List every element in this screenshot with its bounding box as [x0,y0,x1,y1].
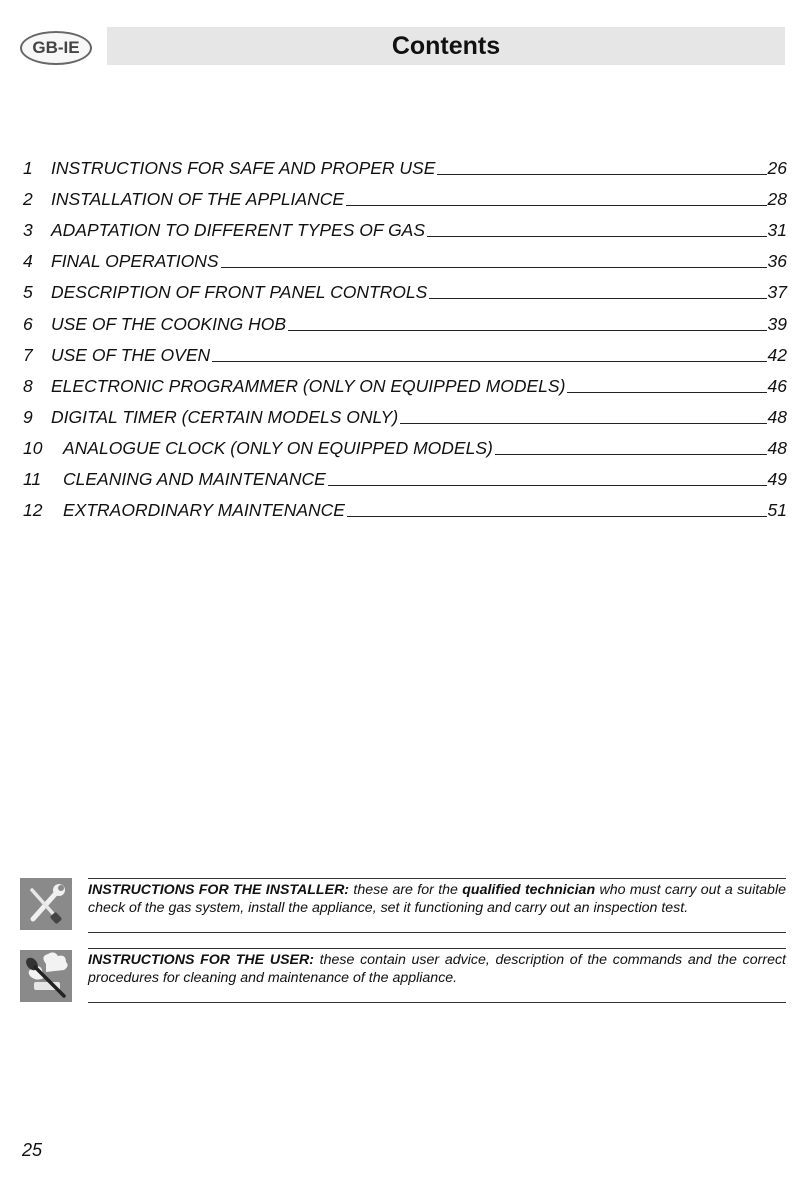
language-badge: GB-IE [20,31,92,65]
toc-title: INSTRUCTIONS FOR SAFE AND PROPER USE [51,158,436,179]
installer-note-text-c: who must carry out a suitable check of the gas system, install the appliance, set it functioning and carry out an inspection test. [88,882,786,916]
toc-entry-10[interactable] [23,428,787,459]
toc-leader-line [427,236,767,237]
table-of-contents [23,148,787,521]
toc-entry-4[interactable] [23,241,787,272]
toc-title: USE OF THE OVEN [51,344,211,365]
toc-entry-2[interactable] [23,179,787,210]
toc-title: CLEANING AND MAINTENANCE [63,469,326,490]
toc-page: 42 [767,344,787,365]
toc-leader-line [400,423,766,424]
toc-leader-line [288,330,767,331]
toc-page: 46 [767,375,787,396]
toc-leader-line [328,485,767,486]
toc-entry-7[interactable] [23,335,787,366]
toc-leader-line [567,392,766,393]
toc-number: 5 [23,282,33,303]
toc-leader-line [429,298,766,299]
installer-note-text-a: these are for the [349,882,463,898]
toc-title: ADAPTATION TO DIFFERENT TYPES OF GAS [51,220,426,241]
toc-number: 12 [23,500,43,521]
installer-note-rule [88,932,786,933]
toc-number: 8 [23,375,33,396]
user-note [20,948,786,1004]
page-number: 25 [22,1140,43,1160]
toc-page: 51 [767,500,787,521]
toc-title: DESCRIPTION OF FRONT PANEL CONTROLS [51,282,428,303]
page-title-bar [107,27,785,65]
toc-page: 48 [767,437,787,458]
toc-page: 37 [767,282,787,303]
toc-number: 4 [23,251,33,272]
toc-number: 6 [23,313,33,334]
toc-title: ELECTRONIC PROGRAMMER (ONLY ON EQUIPPED MODELS) [51,375,566,396]
toc-page: 31 [767,220,787,241]
toc-leader-line [495,454,767,455]
toc-title: ANALOGUE CLOCK (ONLY ON EQUIPPED MODELS) [63,437,493,458]
installer-note-emphasis: qualified technician [462,882,596,898]
installer-note-label: INSTRUCTIONS FOR THE INSTALLER: [88,882,350,898]
toc-entry-12[interactable] [23,490,787,521]
toc-number: 11 [23,469,42,490]
toc-title: DIGITAL TIMER (CERTAIN MODELS ONLY) [51,406,399,427]
toc-entry-1[interactable] [23,148,787,179]
toc-number: 9 [23,406,33,427]
toc-leader-line [221,267,767,268]
toc-entry-6[interactable] [23,303,787,334]
toc-leader-line [437,174,766,175]
chef-spoon-icon [20,950,72,1002]
toc-title: EXTRAORDINARY MAINTENANCE [63,500,345,521]
toc-entry-5[interactable] [23,272,787,303]
toc-page: 28 [767,189,787,210]
toc-leader-line [212,361,766,362]
toc-number: 3 [23,220,33,241]
installer-note [20,878,786,934]
toc-title: FINAL OPERATIONS [51,251,219,272]
toc-page: 39 [767,313,787,334]
installer-note-text [88,878,786,917]
toc-number: 10 [23,437,43,458]
wrench-screwdriver-icon [20,878,72,930]
toc-page: 36 [767,251,787,272]
toc-page: 48 [767,406,787,427]
toc-number: 7 [23,344,33,365]
toc-number: 1 [23,158,33,179]
toc-number: 2 [23,189,33,210]
user-note-text [88,948,786,987]
toc-entry-9[interactable] [23,397,787,428]
toc-title: INSTALLATION OF THE APPLIANCE [51,189,345,210]
toc-page: 49 [767,469,787,490]
user-note-label: INSTRUCTIONS FOR THE USER: [88,952,314,968]
page-title: Contents [391,31,501,60]
user-note-body: these contain user advice, description of the commands and the correct procedures for cleaning and maintenance of the appliance. [88,952,787,986]
user-note-rule [88,1002,786,1003]
toc-title: USE OF THE COOKING HOB [51,313,286,334]
toc-entry-8[interactable] [23,366,787,397]
toc-page: 26 [767,158,787,179]
toc-leader-line [346,205,767,206]
toc-entry-3[interactable] [23,210,787,241]
toc-entry-11[interactable] [23,459,787,490]
toc-leader-line [347,516,767,517]
